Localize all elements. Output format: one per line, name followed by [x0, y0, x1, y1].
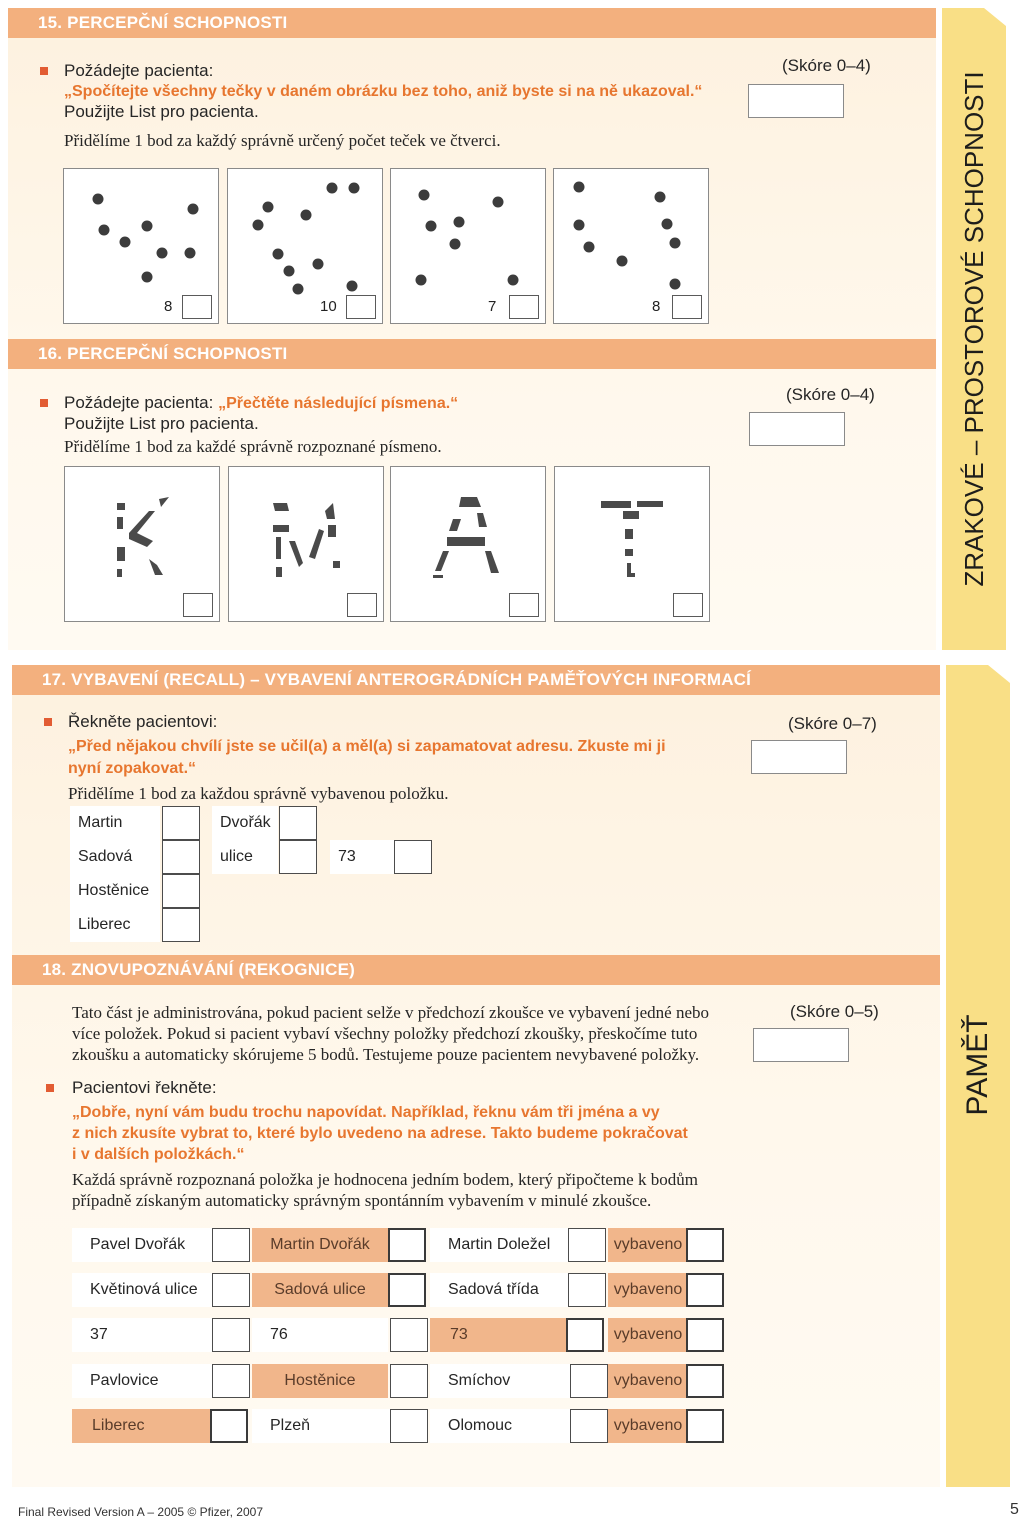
dot	[347, 281, 358, 292]
fragment	[459, 497, 481, 507]
letter-answer-box-1[interactable]	[183, 593, 213, 617]
recognition-checkbox[interactable]	[570, 1364, 608, 1398]
recall-checkbox-martin[interactable]	[162, 806, 200, 840]
recognition-checkbox[interactable]	[212, 1318, 250, 1352]
dot-count-2: 10	[320, 298, 337, 315]
dot	[574, 220, 585, 231]
recognition-checkbox[interactable]	[566, 1318, 604, 1352]
recognition-recalled-checkbox[interactable]	[686, 1228, 724, 1262]
fragment	[627, 573, 635, 577]
side-tab-memory	[946, 665, 1010, 1487]
recognition-correct-option: 73	[430, 1318, 566, 1352]
recall-item-sadova: Sadová	[70, 840, 160, 874]
dot	[188, 204, 199, 215]
dot	[493, 197, 504, 208]
dot	[574, 182, 585, 193]
recognition-option: Martin Doležel	[430, 1228, 568, 1262]
letter-box-k	[64, 466, 220, 622]
dot	[284, 266, 295, 277]
recognition-option: Smíchov	[430, 1364, 570, 1398]
recognition-checkbox[interactable]	[212, 1364, 250, 1398]
recognition-checkbox[interactable]	[212, 1228, 250, 1262]
section-16-score-label: (Skóre 0–4)	[786, 385, 875, 404]
dot	[416, 275, 427, 286]
section-16-line1	[64, 393, 458, 413]
recognition-option: Pavel Dvořák	[72, 1228, 212, 1262]
dot	[670, 279, 681, 290]
dot	[185, 248, 196, 259]
section-15-rule: Přidělíme 1 bod za každý správně určený počet teček ve čtverci.	[64, 131, 501, 150]
dot-count-4: 8	[652, 298, 661, 315]
section-18-line1: Pacientovi řekněte:	[72, 1078, 217, 1097]
dot	[450, 239, 461, 250]
dot	[670, 238, 681, 249]
dot-count-3: 7	[488, 298, 497, 315]
recognition-correct-option: Liberec	[72, 1409, 212, 1443]
dot-answer-box-1[interactable]	[182, 295, 212, 319]
page-corner-fold-icon	[984, 8, 1006, 26]
section-18-score-box[interactable]	[753, 1028, 849, 1062]
fragment	[333, 561, 340, 568]
section-18-instruction-line2: z nich zkusíte vybrat to, které bylo uvedeno na adrese. Takto budeme pokračovat	[72, 1125, 688, 1142]
recall-item-number: 73	[330, 840, 394, 874]
section-18-intro-line1: Tato část je administrována, pokud pacient selže v předchozí zkoušce ve vybavení jedné nebo	[72, 1003, 710, 1022]
side-tab-visuospatial-label: ZRAKOVÉ – PROSTOROVÉ SCHOPNOSTI	[959, 71, 989, 587]
dot-answer-box-2[interactable]	[346, 295, 376, 319]
recognition-checkbox[interactable]	[568, 1228, 606, 1262]
fragment	[273, 525, 289, 532]
recognition-option: Olomouc	[430, 1409, 570, 1443]
recognition-recalled-checkbox[interactable]	[686, 1364, 724, 1398]
section-17-line1: Řekněte pacientovi:	[68, 712, 218, 731]
recall-item-dvorak: Dvořák	[212, 806, 278, 840]
recognition-recalled-checkbox[interactable]	[686, 1318, 724, 1352]
fragment	[447, 537, 485, 546]
section-16-instruction: „Přečtěte následující písmena.“	[218, 395, 459, 412]
recall-item-hostenice: Hostěnice	[70, 874, 160, 908]
recall-checkbox-number[interactable]	[394, 840, 432, 874]
dot-box-3	[390, 168, 546, 324]
recognition-checkbox[interactable]	[390, 1364, 428, 1398]
section-15-line3: Použijte List pro pacienta.	[64, 102, 259, 121]
recognition-checkbox[interactable]	[212, 1273, 250, 1307]
fragment	[276, 537, 281, 559]
dot	[273, 249, 284, 260]
fragment	[477, 513, 487, 527]
section-16-line1-prefix: Požádejte pacienta:	[64, 393, 219, 412]
recall-item-ulice: ulice	[212, 840, 278, 874]
dot-box-1	[63, 168, 219, 324]
recall-item-liberec: Liberec	[70, 908, 160, 942]
page-number: 5	[1010, 1501, 1019, 1518]
section-15-line1: Požádejte pacienta:	[64, 61, 214, 80]
fragment	[485, 551, 499, 573]
dot	[157, 248, 168, 259]
letter-answer-box-2[interactable]	[347, 593, 377, 617]
recognition-option: Květinová ulice	[72, 1273, 212, 1307]
section-15-score-label: (Skóre 0–4)	[782, 56, 871, 75]
section-18-intro-line2: více položek. Pokud si pacient vybaví všechny položky předchozí zkoušky, přeskočíme tuto	[72, 1024, 698, 1043]
recognition-recalled-label: vybaveno	[608, 1364, 688, 1398]
recognition-correct-option: Hostěnice	[252, 1364, 388, 1398]
dot	[508, 275, 519, 286]
fragment	[325, 503, 335, 519]
fragment	[625, 529, 633, 539]
dot	[349, 183, 360, 194]
section-17-instruction-line1: „Před nějakou chvílí jste se učil(a) a měl(a) si zapamatovat adresu. Zkuste mi ji	[68, 738, 666, 755]
dot	[120, 237, 131, 248]
dot-answer-box-4[interactable]	[672, 295, 702, 319]
fragment	[117, 547, 125, 561]
dot	[293, 284, 304, 295]
recognition-checkbox[interactable]	[570, 1409, 608, 1443]
recognition-checkbox[interactable]	[390, 1318, 428, 1352]
recognition-recalled-label: vybaveno	[608, 1318, 688, 1352]
recall-checkbox-dvorak[interactable]	[279, 806, 317, 840]
section-18-rule-line2: případně získaným automaticky správným spontánním vybavením v minulé zkoušce.	[72, 1191, 652, 1210]
section-15-instruction: „Spočítejte všechny tečky v daném obrázku bez toho, aniž byste si na ně ukazoval.“	[64, 83, 703, 100]
dot-count-1: 8	[164, 298, 173, 315]
recognition-recalled-checkbox[interactable]	[686, 1409, 724, 1443]
recognition-correct-option: Martin Dvořák	[252, 1228, 388, 1262]
recall-item-martin: Martin	[70, 806, 160, 840]
fragment	[149, 559, 163, 575]
recognition-option: Pavlovice	[72, 1364, 212, 1398]
dot	[263, 202, 274, 213]
dot	[142, 272, 153, 283]
bullet-icon	[40, 399, 48, 407]
letter-box-a	[390, 466, 546, 622]
dot-box-2	[227, 168, 383, 324]
bullet-icon	[46, 1084, 54, 1092]
recognition-checkbox[interactable]	[388, 1273, 426, 1307]
section-18-heading: 18. ZNOVUPOZNÁVÁNÍ (REKOGNICE)	[12, 955, 940, 985]
section-18-score-label: (Skóre 0–5)	[790, 1002, 879, 1021]
fragment	[117, 503, 125, 510]
section-18-instruction-line1: „Dobře, nyní vám budu trochu napovídat. Například, řeknu vám tři jména a vy	[72, 1104, 660, 1121]
section-17-heading: 17. VYBAVENÍ (RECALL) – VYBAVENÍ ANTEROGRÁDNÍCH PAMĚŤOVÝCH INFORMACÍ	[12, 665, 940, 695]
dot	[327, 183, 338, 194]
recognition-option: 37	[72, 1318, 212, 1352]
section-17-rule: Přidělíme 1 bod za každou správně vybavenou položku.	[68, 784, 449, 803]
recall-checkbox-ulice[interactable]	[279, 840, 317, 874]
dot-box-4	[553, 168, 709, 324]
recognition-option: Plzeň	[252, 1409, 390, 1443]
fragment	[117, 517, 123, 529]
section-15-score-box[interactable]	[748, 84, 844, 118]
letter-box-m	[228, 466, 384, 622]
fragment	[289, 541, 303, 567]
fragment	[637, 501, 663, 507]
section-18-instruction-line3: i v dalších položkách.“	[72, 1146, 245, 1163]
recognition-recalled-label: vybaveno	[608, 1273, 688, 1307]
fragment	[328, 525, 336, 537]
recognition-recalled-label: vybaveno	[608, 1228, 688, 1262]
fragment	[435, 551, 449, 571]
dot	[426, 221, 437, 232]
section-16-line2: Použijte List pro pacienta.	[64, 414, 259, 433]
fragment	[625, 549, 633, 556]
fragment	[309, 529, 324, 559]
letter-answer-box-3[interactable]	[509, 593, 539, 617]
dot	[655, 192, 666, 203]
section-17-score-label: (Skóre 0–7)	[788, 714, 877, 733]
section-18-intro-line3: zkoušku a automaticky skórujeme 5 bodů. Testujeme pouze pacientem nevybavené položky.	[72, 1045, 700, 1064]
dot	[99, 225, 110, 236]
bullet-icon	[40, 67, 48, 75]
section-16-heading: 16. PERCEPČNÍ SCHOPNOSTI	[8, 339, 936, 369]
recall-checkbox-hostenice[interactable]	[162, 874, 200, 908]
section-15-heading: 15. PERCEPČNÍ SCHOPNOSTI	[8, 8, 936, 38]
recognition-correct-option: Sadová ulice	[252, 1273, 388, 1307]
fragment	[129, 511, 155, 547]
dot	[662, 219, 673, 230]
section-16-score-box[interactable]	[749, 412, 845, 446]
recognition-checkbox[interactable]	[388, 1228, 426, 1262]
recall-checkbox-sadova[interactable]	[162, 840, 200, 874]
fragment	[117, 569, 122, 577]
letter-answer-box-4[interactable]	[673, 593, 703, 617]
dot	[617, 256, 628, 267]
side-tab-visuospatial	[942, 8, 1006, 650]
recall-checkbox-liberec[interactable]	[162, 908, 200, 942]
dot	[142, 221, 153, 232]
dot	[584, 242, 595, 253]
recognition-checkbox[interactable]	[210, 1409, 248, 1443]
dot	[313, 259, 324, 270]
dot	[253, 220, 264, 231]
dot	[454, 217, 465, 228]
bullet-icon	[44, 718, 52, 726]
recognition-recalled-label: vybaveno	[608, 1409, 688, 1443]
fragment	[601, 501, 631, 508]
side-tab-memory-label: PAMĚŤ	[961, 1014, 994, 1116]
dot	[301, 210, 312, 221]
recognition-checkbox[interactable]	[390, 1409, 428, 1443]
section-16-rule: Přidělíme 1 bod za každé správně rozpoznané písmeno.	[64, 437, 442, 456]
fragment	[273, 503, 289, 511]
section-18-rule-line1: Každá správně rozpoznaná položka je hodnocena jedním bodem, který připočteme k bodům	[72, 1170, 698, 1189]
dot	[419, 190, 430, 201]
recognition-checkbox[interactable]	[568, 1273, 606, 1307]
section-17-instruction-line2: nyní zopakovat.“	[68, 760, 197, 777]
fragment	[159, 497, 169, 507]
dot-answer-box-3[interactable]	[509, 295, 539, 319]
fragment	[433, 575, 443, 578]
dot	[93, 194, 104, 205]
fragment	[623, 511, 639, 519]
footer-version: Final Revised Version A – 2005 © Pfizer, 2007	[18, 1505, 263, 1519]
letter-box-t	[554, 466, 710, 622]
recognition-option: 76	[252, 1318, 388, 1352]
recognition-option: Sadová třída	[430, 1273, 568, 1307]
page-corner-fold-icon	[988, 665, 1010, 683]
fragment	[449, 519, 461, 531]
recognition-recalled-checkbox[interactable]	[686, 1273, 724, 1307]
section-17-score-box[interactable]	[751, 740, 847, 774]
fragment	[276, 567, 282, 577]
